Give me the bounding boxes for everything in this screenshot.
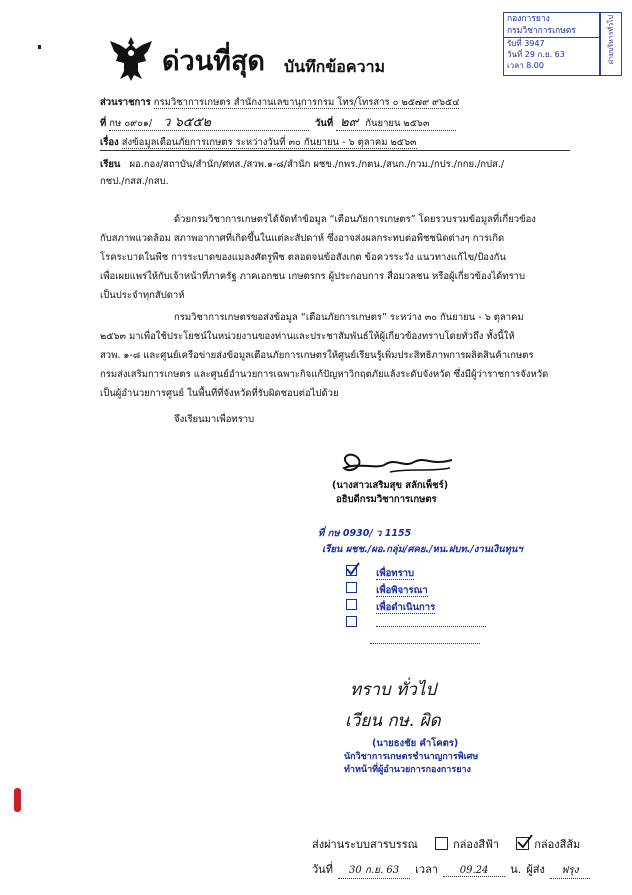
subject-value: ส่งข้อมูลเตือนภัยการเกษตร ระหว่างวันที่ ๓๐ กันยายน - ๖ ตุลาคม ๒๕๖๓: [121, 137, 417, 148]
body-paragraph-2: [100, 308, 548, 403]
routing-blank-line: [376, 626, 486, 627]
footer-date-row: [312, 858, 590, 879]
date-row: [315, 117, 456, 131]
office-value: กรมวิชาการเกษตร สำนักงานเลขานุการกรม โทร/โทรสาร ๐ ๒๕๗๙ ๙๖๕๔: [153, 97, 460, 108]
checkbox-checked[interactable]: [346, 565, 357, 576]
date-value: กันยายน ๒๕๖๓: [365, 118, 430, 129]
receipt-org: กองการยาง: [507, 14, 550, 24]
handwritten-note-2: เวียน กษ. ผิด: [345, 711, 441, 731]
routing-blank-line: [370, 643, 480, 644]
receipt-dept: กรมวิชาการเกษตร: [504, 26, 599, 38]
routing-option-action[interactable]: [346, 595, 486, 612]
to-row: [100, 159, 504, 171]
red-margin-mark: [14, 788, 21, 812]
body-p1-line: โรคระบาดในพืช การระบาดของแมลงศัตรูพืช ตลอดจนข้อสังเกต ข้อควรระวัง แนวทางแก้ไข/ป้องกัน: [100, 252, 506, 263]
footer-sender-label: ผู้ส่ง: [526, 863, 545, 876]
receipt-stamp: [503, 12, 600, 76]
checkbox[interactable]: [346, 616, 357, 627]
routing-option-label: เพื่อทราบ: [376, 568, 415, 579]
date-label: วันที่: [315, 118, 334, 129]
footer-time-label: เวลา: [415, 863, 438, 876]
side-stamp-text: ฝ่ายบริหารทั่วไป: [607, 15, 615, 65]
side-stamp: [600, 12, 622, 76]
date-handwritten: ๒๙: [340, 115, 359, 130]
footer-opt-orange: กล่องสีส้ม: [534, 838, 581, 851]
office-row: [100, 97, 459, 109]
receipt-no: รับที่ 3947: [507, 39, 545, 48]
ref-label: ที่: [100, 118, 107, 129]
checkbox[interactable]: [346, 599, 357, 610]
office-label: ส่วนราชการ: [100, 97, 151, 108]
garuda-emblem: [108, 35, 154, 83]
punch-mark: [38, 45, 41, 49]
ref-value: กษ ๐๙๐๑/: [109, 118, 153, 129]
checkbox[interactable]: [346, 582, 357, 593]
doc-type-title: บันทึกข้อความ: [284, 57, 386, 76]
to-label: เรียน: [100, 159, 121, 170]
date-field: [336, 117, 456, 131]
checkbox-checked[interactable]: [516, 837, 529, 850]
footer-sent-row: [312, 833, 580, 852]
routing-ref: ที่ กษ 0930/ ว 1155: [318, 528, 412, 539]
footer-date-value: 30 ก.ย. 63: [338, 863, 410, 879]
signature-2-role: ทำหน้าที่ผู้อำนวยการกองการยาง: [344, 765, 471, 775]
closing-text: จึงเรียนมาเพื่อทราบ: [174, 414, 255, 425]
signature-2-title: นักวิชาการเกษตรชำนาญการพิเศษ: [344, 752, 479, 762]
body-p1-line: เป็นประจำทุกสัปดาห์: [100, 290, 185, 301]
routing-option-label: เพื่อพิจารณา: [376, 585, 428, 596]
routing-options: [346, 561, 486, 646]
director-general-signature: [330, 448, 460, 478]
subject-label: เรื่อง: [100, 137, 119, 148]
signature-1-name: (นางสาวเสริมสุข สลักเพ็ชร์): [332, 480, 449, 491]
ref-field: [109, 117, 309, 131]
footer-time-value: 09.24: [443, 865, 505, 877]
urgency-label: ด่วนที่สุด: [162, 46, 265, 77]
body-p1-line: ด้วยกรมวิชาการเกษตรได้จัดทำข้อมูล “เตือนภัยการเกษตร” โดยรวบรวมข้อมูลที่เกี่ยวข้อง: [174, 214, 536, 225]
footer-sent-label: ส่งผ่านระบบสารบรรณ: [312, 838, 418, 851]
body-p2-line: เป็นผู้อำนวยการศูนย์ ในพื้นที่ที่จังหวัดที่รับผิดชอบต่อไปด้วย: [100, 388, 339, 399]
body-p2-line: กรมวิชาการเกษตรขอส่งข้อมูล “เตือนภัยการเกษตร” ระหว่าง ๓๐ กันยายน - ๖ ตุลาคม: [174, 312, 524, 323]
to-value-2: กชป./กสส./กสบ.: [100, 176, 169, 187]
receipt-time: เวลา 8.00: [507, 61, 544, 70]
subject-row: [100, 137, 417, 149]
routing-option-label: เพื่อดำเนินการ: [376, 602, 436, 613]
body-p2-line: ๒๕๖๓ มาเพื่อใช้ประโยชน์ในหน่วยงานของท่านและประชาสัมพันธ์ให้ผู้เกี่ยวข้องทราบโดยทั่วถึง ทั้งนี้ให้: [100, 331, 515, 342]
handwritten-note-1: ทราบ ทั่วไป: [350, 680, 437, 700]
routing-option-inform[interactable]: [346, 561, 486, 578]
footer-time-suffix: น.: [510, 863, 522, 876]
to-value-1: ผอ.กอง/สถาบัน/สำนัก/ศทส./สวพ.๑-๘/สำนัก ผชข./กพร./กตน./สนก./กวม./กปร./กกย./กปส./: [129, 159, 505, 170]
footer-opt-green: กล่องสีฟ้า: [453, 838, 500, 851]
ref-row: [100, 117, 309, 131]
routing-option-consider[interactable]: [346, 578, 486, 595]
body-p1-line: กับสภาพแวดล้อม สภาพอากาศที่เกิดขึ้นในแต่ละสัปดาห์ ซึ่งอาจส่งผลกระทบต่อพืชชนิดต่างๆ การเกิด: [100, 233, 505, 244]
body-paragraph-1: [100, 210, 536, 305]
footer-date-label: วันที่: [312, 863, 333, 876]
checkbox[interactable]: [435, 837, 448, 850]
body-p2-line: สวพ. ๑-๘ และศูนย์เครือข่ายส่งข้อมูลเตือนภัยการเกษตรให้ศูนย์เรียนรู้เพิ่มประสิทธิภาพการผลิตสินค้าเกษตร: [100, 350, 534, 361]
routing-option-other[interactable]: [346, 612, 486, 629]
subject-divider: [100, 150, 570, 151]
footer-sender-value: ฟรุง: [550, 863, 590, 879]
routing-to: เรียน ผชช./ผอ.กลุ่ม/ศคย./หน.ฝบท./งานเงินทุนฯ: [322, 544, 523, 555]
body-p1-line: เพื่อเผยแพร่ให้กับเจ้าหน้าที่ภาครัฐ ภาคเอกชน เกษตรกร ผู้ประกอบการ สื่อมวลชน หรือผู้เกี่ยวข้องได้ทราบ: [100, 271, 526, 282]
signature-1-title: อธิบดีกรมวิชาการเกษตร: [336, 494, 437, 505]
ref-handwritten: ว ๖๕๕๒: [163, 115, 212, 130]
signature-2-name: (นายธงชัย คำโคตร): [372, 738, 459, 749]
body-p2-line: กรมส่งเสริมการเกษตร และศูนย์อำนวยการเฉพาะกิจแก้ปัญหาวิกฤตภัยแล้งระดับจังหวัด ซึ่งมีผู้ว่าราชการจังหวัด: [100, 369, 549, 380]
receipt-date: วันที่ 29 ก.ย. 63: [507, 50, 565, 59]
